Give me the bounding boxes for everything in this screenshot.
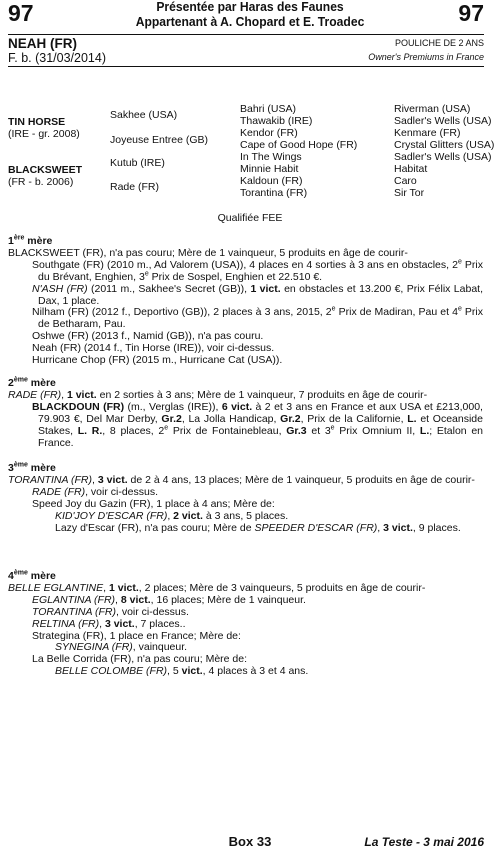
pedigree-gen4-7: Caro (394, 175, 417, 187)
header-center (0, 0, 500, 30)
dam-summary: BELLE EGLANTINE, 1 vict., 2 places; Mère de 3 vainqueurs, 5 produits en âge de courir- (8, 581, 426, 594)
pedigree-gen2-1: Sakhee (USA) (110, 109, 178, 121)
section-first-dam (8, 236, 483, 367)
produce-item: Southgate (FR) (2010 m., Ad Valorem (USA)), 4 places en 4 sorties à 3 ans en obstacles, 2e Prix du Brévant, Enghien, 3e Prix de Sospel, Enghien et 22.510 €. (32, 258, 484, 283)
pedigree-gen2-3: Kutub (IRE) (110, 157, 165, 169)
pedigree-gen3-7: Kaldoun (FR) (240, 175, 303, 187)
produce-item: EGLANTINA (FR), 8 vict., 16 places; Mère de 1 vainqueur. (32, 593, 306, 606)
produce-item: Oshwe (FR) (2013 f., Namid (GB)), n'a pas couru. (32, 330, 264, 343)
dam-info: (FR - b. 2006) (8, 176, 74, 188)
section-heading: 1ère mère (8, 234, 53, 247)
produce-item: N'ASH (FR) (2011 m., Sakhee's Secret (GB)), 1 vict. en obstacles et 13.200 €, Prix Félix Labat, Dax, 1 place. (32, 282, 483, 307)
produce-item: Speed Joy du Gazin (FR), 1 place à 4 ans; Mère de: (32, 497, 275, 510)
dam-summary: TORANTINA (FR), 3 vict. de 2 à 4 ans, 13 places; Mère de 1 vainqueur, 5 produits en âge de courir- (8, 473, 475, 486)
pedigree-gen2-4: Rade (FR) (110, 181, 160, 193)
sire-info: (IRE - gr. 2008) (8, 128, 80, 140)
footer-sale-date: La Teste - 3 mai 2016 (364, 835, 484, 849)
pedigree-gen4-5: Sadler's Wells (USA) (394, 151, 492, 163)
pedigree-gen3-3: Kendor (FR) (240, 127, 298, 139)
produce-item: RADE (FR), voir ci-dessus. (32, 485, 159, 498)
lot-number-right: 97 (458, 0, 484, 26)
pedigree-gen3-6: Minnie Habit (240, 163, 299, 175)
section-heading: 3ème mère (8, 461, 56, 474)
pedigree-gen3-5: In The Wings (240, 151, 302, 163)
grand-produce-item: Lazy d'Escar (FR), n'a pas couru; Mère de SPEEDER D'ESCAR (FR), 3 vict., 9 places. (55, 521, 461, 534)
horse-name: NEAH (FR) (8, 36, 77, 51)
name-divider (8, 66, 484, 67)
pedigree-gen3-8: Torantina (FR) (240, 187, 308, 199)
pedigree-gen4-2: Sadler's Wells (USA) (394, 115, 492, 127)
dam-name: BLACKSWEET (8, 164, 83, 176)
grand-produce-item: KID'JOY D'ESCAR (FR), 2 vict. à 3 ans, 5 places. (55, 509, 289, 522)
produce-item: TORANTINA (FR), voir ci-dessus. (32, 605, 189, 618)
section-heading: 2ème mère (8, 376, 56, 389)
owned-by: Appartenant à A. Chopard et E. Troadec (135, 15, 365, 29)
grand-produce-item: SYNEGINA (FR), vainqueur. (55, 641, 188, 654)
section-heading: 4ème mère (8, 569, 56, 582)
pedigree-gen3-2: Thawakib (IRE) (240, 115, 313, 127)
produce-item: Strategina (FR), 1 place en France; Mère de: (32, 629, 241, 642)
produce-item: Nilham (FR) (2012 f., Deportivo (GB)), 2 places à 3 ans, 2015, 2e Prix de Madiran, Pau et 4e Prix de Betharam, Pau. (32, 305, 484, 331)
section-fourth-dam (8, 571, 483, 678)
pedigree-gen3-4: Cape of Good Hope (FR) (240, 139, 358, 151)
horse-sex-age: POULICHE DE 2 ANS (394, 38, 484, 48)
header-divider (8, 34, 484, 35)
pedigree-gen3-1: Bahri (USA) (240, 103, 297, 115)
produce-item: Hurricane Chop (FR) (2015 m., Hurricane Cat (USA)). (32, 354, 283, 367)
grand-produce-item: BELLE COLOMBE (FR), 5 vict., 4 places à 3 et 4 ans. (55, 665, 309, 678)
pedigree-gen2-2: Joyeuse Entree (GB) (110, 134, 209, 146)
produce-item: La Belle Corrida (FR), n'a pas couru; Mère de: (32, 653, 248, 666)
pedigree-gen4-3: Kenmare (FR) (394, 127, 461, 139)
pedigree-gen4-6: Habitat (394, 163, 428, 175)
pedigree-gen4-1: Riverman (USA) (394, 103, 471, 115)
produce-item: BLACKDOUN (FR) (m., Verglas (IRE)), 6 vict. à 2 et 3 ans en France et aux USA et £213,000, 79.903 €, Del Mar Derby, Gr.2, La Jolla Handicap, Gr.2, Prix de la Californie, L. et Oceanside Stakes, L. R., 8 places, 2e Prix de Fontainebleau, Gr.3 et 3e Prix Omnium II, L.; Etalon en France. (32, 400, 484, 449)
section-second-dam (8, 378, 483, 449)
qualification: Qualifiée FEE (217, 212, 283, 224)
pedigree-gen4-8: Sir Tor (394, 187, 425, 199)
horse-birth: F. b. (31/03/2014) (8, 51, 106, 65)
produce-item: RELTINA (FR), 3 vict., 7 places.. (32, 617, 186, 630)
dam-summary: RADE (FR), 1 vict. en 2 sorties à 3 ans; Mère de 1 vainqueur, 7 produits en âge de courir- (8, 388, 428, 401)
footer-box-number: Box 33 (228, 834, 272, 849)
dam-summary: BLACKSWEET (FR), n'a pas couru; Mère de 1 vainqueur, 5 produits en âge de courir- (8, 246, 408, 259)
produce-item: Neah (FR) (2014 f., Tin Horse (IRE)), voir ci-dessus. (32, 342, 275, 355)
sire-name: TIN HORSE (8, 116, 66, 128)
owners-premiums: Owner's Premiums in France (368, 52, 484, 62)
lot-number-left: 97 (8, 0, 34, 26)
section-third-dam (8, 463, 483, 534)
pedigree-gen4-4: Crystal Glitters (USA) (394, 139, 495, 151)
presented-by: Présentée par Haras des Faunes (156, 0, 344, 14)
